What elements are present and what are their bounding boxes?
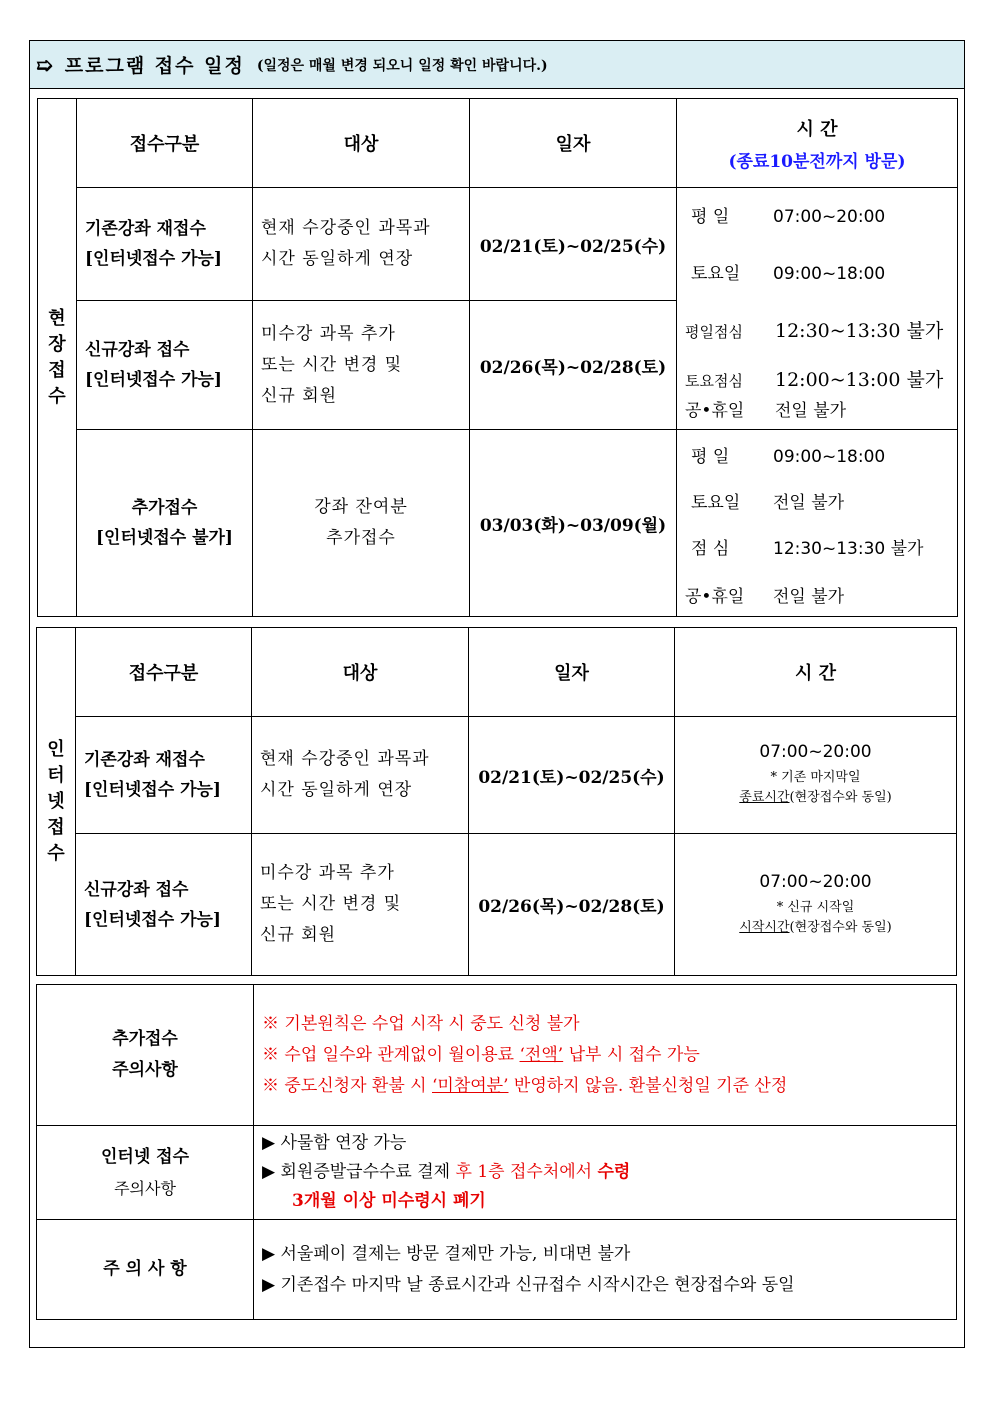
col-header-date: 일자 [470,99,677,188]
general-notes-content: ▶ 서울페이 결제는 방문 결제만 가능, 비대면 불가 ▶ 기존접수 마지막 날 종료시간과 신규접수 시작시간은 현장접수와 동일 [254,1220,957,1320]
category-cell: 추가접수 [인터넷접수 불가] [77,430,253,617]
time-row: 토요일 09:00~18:00 [691,264,886,284]
time-cell [677,188,958,430]
category-cell: 신규강좌 접수 [인터넷접수 가능] [76,834,252,976]
time-cell: 07:00~20:00 * 신규 시작일 시작시간(현장접수와 동일) [675,834,957,976]
col-header-category: 접수구분 [76,628,252,717]
col-header-time: 시 간 (종료10분전까지 방문) [677,99,958,188]
col-header-category: 접수구분 [77,99,253,188]
time-row: 토요점심 12:00~13:00 불가 [685,369,944,391]
date-cell: 02/21(토)~02/25(수) [470,188,677,301]
category-cell: 기존강좌 재접수 [인터넷접수 가능] [76,717,252,834]
target-cell: 강좌 잔여분 추가접수 [253,430,470,617]
date-cell: 02/21(토)~02/25(수) [469,717,675,834]
notes-table [36,984,957,1320]
time-row: 공•휴일 전일 불가 [685,587,845,607]
col-header-time: 시 간 [675,628,957,717]
target-cell: 현재 수강중인 과목과 시간 동일하게 연장 [252,717,469,834]
target-cell: 미수강 과목 추가 또는 시간 변경 및 신규 회원 [253,301,470,430]
col-header-date: 일자 [469,628,675,717]
col-header-target: 대상 [253,99,470,188]
time-cell [677,430,958,617]
internet-table [36,627,957,976]
time-row: 평 일 07:00~20:00 [691,207,886,227]
time-row: 토요일 전일 불가 [691,493,845,513]
onsite-side-label: 현 장 접 수 [38,99,77,617]
time-row: 공•휴일 전일 불가 [685,401,847,421]
time-cell: 07:00~20:00 * 기존 마지막일 종료시간(현장접수와 동일) [675,717,957,834]
category-cell: 신규강좌 접수 [인터넷접수 가능] [77,301,253,430]
arrow-icon: ➯ [36,52,53,77]
internet-notes-label: 인터넷 접수 주의사항 [37,1126,254,1220]
time-row: 점 심 12:30~13:30 불가 [691,539,924,559]
header-bar [30,41,964,89]
date-cell: 03/03(화)~03/09(월) [470,430,677,617]
page-title: 프로그램 접수 일정 [64,55,245,77]
time-row: 평 일 09:00~18:00 [691,447,886,467]
time-visit-note: (종료10분전까지 방문) [728,151,906,172]
date-cell: 02/26(목)~02/28(토) [470,301,677,430]
time-row: 평일점심 12:30~13:30 불가 [685,320,944,342]
internet-notes-content: ▶ 사물함 연장 가능 ▶ 회원증발급수수료 결제 후 1층 접수처에서 수령 3개월 이상 미수령시 폐기 [254,1126,957,1220]
general-notes-label: 주 의 사 항 [37,1220,254,1320]
col-header-target: 대상 [252,628,469,717]
date-cell: 02/26(목)~02/28(토) [469,834,675,976]
extra-notes-content: ※ 기본원칙은 수업 시작 시 중도 신청 불가 ※ 수업 일수와 관계없이 월이용료 ‘전액’ 납부 시 접수 가능 ※ 중도신청자 환불 시 ‘미참여분’ 반영하지 않음. 환불신청일 기준 산정 [254,985,957,1126]
target-cell: 미수강 과목 추가 또는 시간 변경 및 신규 회원 [252,834,469,976]
category-cell: 기존강좌 재접수 [인터넷접수 가능] [77,188,253,301]
internet-side-label: 인 터 넷 접 수 [37,628,76,976]
onsite-table [37,98,958,617]
extra-notes-label: 추가접수 주의사항 [37,985,254,1126]
target-cell: 현재 수강중인 과목과 시간 동일하게 연장 [253,188,470,301]
header-note: (일정은 매월 변경 되오니 일정 확인 바랍니다.) [256,57,548,74]
